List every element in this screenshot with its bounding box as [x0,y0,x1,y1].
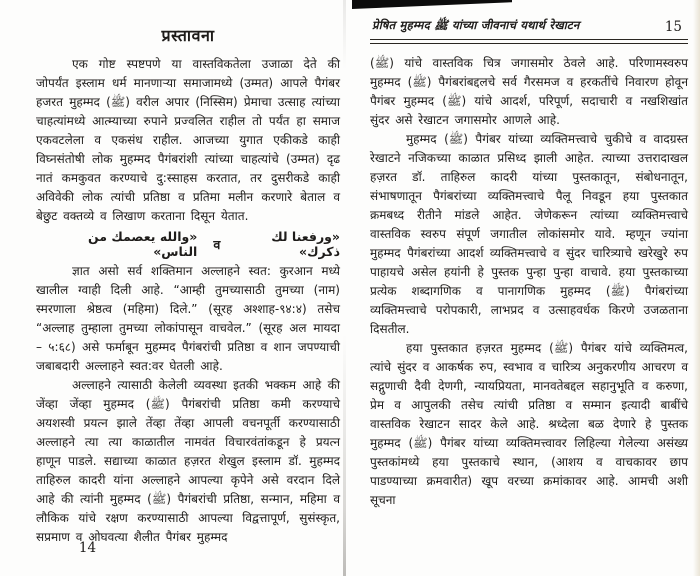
gutter-shadow [343,0,346,576]
page-number-right: 15 [664,19,682,35]
paragraph: मुहम्मद (ﷺ) पैगंबर यांच्या व्यक्तिमत्त्वाचे चुकीचे व वादग्रस्त रेखाटने नजिकच्या काळात प्रसिध्द झाली आहेत. त्याच्या उत्तरादाखल हज़रत डॉ. ताहिरुल कादरी यांच्या पुस्तकातून, संबोधनातून, संभाषणातून पैगंबरांच्या व्यक्तिमत्त्वाचे पैलू निवडून हया पुस्तकात क्रमबध्द रीतीने मांडले आहेत. जेणेकरून त्यांच्या व्यक्तिमत्त्वाचे वास्तविक स्वरुप संपूर्ण जगातील लोकांसमोर यावे. म्हणून ज्यांना मुहम्मद पैगंबरांच्या आदर्श व्यक्तिमत्त्वाचे व सुंदर चारित्र्याचे खरेखुरे रुप पाहायचे असेल हयांनी हे पुस्तक पुन्हा पुन्हा वाचावे. हया पुस्तकाच्या प्रत्येक शब्दागणिक व पानागणिक मुहम्मद (ﷺ) पैगंबरांच्या व्यक्तिमत्त्वाचे परोपकारी, लाभप्रद व उत्साहवर्धक किरणे उजळताना दिसतील. [370,132,689,336]
header-rule [370,43,688,45]
quran-verse-arabic-1: «والله يعصمك من الناس» [88,229,198,259]
quran-verse-line [54,229,340,259]
quran-verse-arabic-2: «ورفعنا لك ذكرك» [271,229,340,259]
paragraph: हया पुस्तकात हज़रत मुहम्मद (ﷺ) पैगंबर यांचे व्यक्तिमत्व, त्यांचे सुंदर व आकर्षक रुप, स्वभाव व चारित्र्य अनुकरणीय आचरण व सद्गुणाची दैवी देणगी, न्यायप्रियता, मानवतेबद्दल सहानुभूति व करुणा, प्रेम व आपुलकी तसेच त्यांची प्रतिष्ठा व सम्मान इत्यादी बाबींचे वास्तविक रेखाटन सादर केले आहे. श्रध्देला बळ देणारे हे पुस्तक मुहम्मद (ﷺ) पैगंबर यांच्या व्यक्तिमत्त्वावर लिहिल्या गेलेल्या असंख्य पुस्तकांमध्ये हया पुस्तकाचे स्थान, (आशय व वाचकावर छाप पाडण्याच्या क्रमवारीत) खूप वरच्या क्रमांकावर आहे. आमची अशी सूचना [370,341,688,507]
right-page-body [370,54,688,510]
paragraph: ज्ञात असो सर्व शक्तिमान अल्लाहने स्वत: कुरआन मध्ये खालील ग्वाही दिली आहे. “आम्ही तुमच्यासाठी तुमच्या (नाम) स्मरणाला श्रेष्ठत्व (महिमा) दिले.” (सूरह अश्शाह-९४:४) तसेच “अल्लाह तुम्हाला तुमच्या लोकांपासून वाचवेल.” (सूरह अल मायदा – ५:६८) असे फर्माबून मुहम्मद पैगंबरांची प्रतिष्ठा व शान जपण्याची जबाबदारी अल्लाहने स्वत:वर घेतली आहे. [36,264,340,373]
verse-conjunction: व [213,236,221,252]
paragraph: (ﷺ) यांचे वास्तविक चित्र जगासमोर ठेवले आहे. परिणामस्वरुप मुहम्मद (ﷺ) पैगंबरांबद्दलचे सर्व गैरसमज व हरकतींचे निवारण होवून पैगंबर मुहम्मद (ﷺ) यांचे आदर्श, परिपूर्ण, सदाचारी व नखशिखांत सुंदर असे रेखाटन जगासमोर आणले आहे. [370,56,689,127]
running-header [370,18,688,40]
paragraph: अल्लाहने त्यासाठी केलेली व्यवस्था इतकी भक्कम आहे की जेंव्हा जेंव्हा मुहम्मद (ﷺ) पैगंबरांची प्रतिष्ठा कमी करण्याचे अयशस्वी प्रयत्न झाले तेंव्हा तेंव्हा आपली वचनपूर्ती करण्यासाठी अल्लाहने त्या त्या काळातील नामवंत विचारवंतांकडून हे प्रयत्न हाणून पाडले. सद्याच्या काळात हज़रत शेखुल इस्लाम डॉ. मुहम्मद ताहिरुल कादरी यांना अल्लाहने आपल्या कृपेने असे वरदान दिले आहे की त्यांनी मुहम्मद (ﷺ) पैगंबरांची प्रतिष्ठा, सन्मान, महिमा व लौकिक यांचे रक्षण करण्यासाठी आपल्या विद्वत्तापूर्ण, सुसंस्कृत, सप्रमाण व ओघवत्या शैलीत पैगंबर मुहम्मद [36,378,341,544]
page-edge [693,0,700,576]
running-header-title: प्रेषित मुहम्मद ﷺ यांच्या जीवनाचं यथार्थ रेखाटन [372,18,580,32]
paragraph: एक गोष्ट स्पष्टपणे या वास्तविकतेला उजाळा देते की जोपर्यंत इस्लाम धर्म मानणाऱ्या समाजामध्ये (उम्मत) आपले पैगंबर हजरत मुहम्मद (ﷺ) वरील अपार (निस्सिम) प्रेमाचा उत्साह त्यांच्या चाहत्यांमध्ये आत्म्याच्या रुपाने प्रज्वलित राहील तो पर्यंत हा समाज एकवटलेला व एकसंध राहील. आजच्या युगात एकीकडे काही विघ्नसंतोषी लोक मुहम्मद पैगंबरांशी त्यांच्या चाहत्यांचे (उम्मत) दृढ नातं कमकुवत करण्याचे दु:स्साहस करतात, तर दुसरीकडे काही अविवेकी लोक त्यांची प्रतिष्ठा व प्रतिमा मलीन करणारे बेताल व बेछुट वक्तव्ये व लिखाण करताना दिसून येतात. [36,57,340,223]
right-page [350,0,700,576]
preface-heading: प्रस्तावना [161,26,215,45]
page-number-left: 14 [78,540,97,556]
